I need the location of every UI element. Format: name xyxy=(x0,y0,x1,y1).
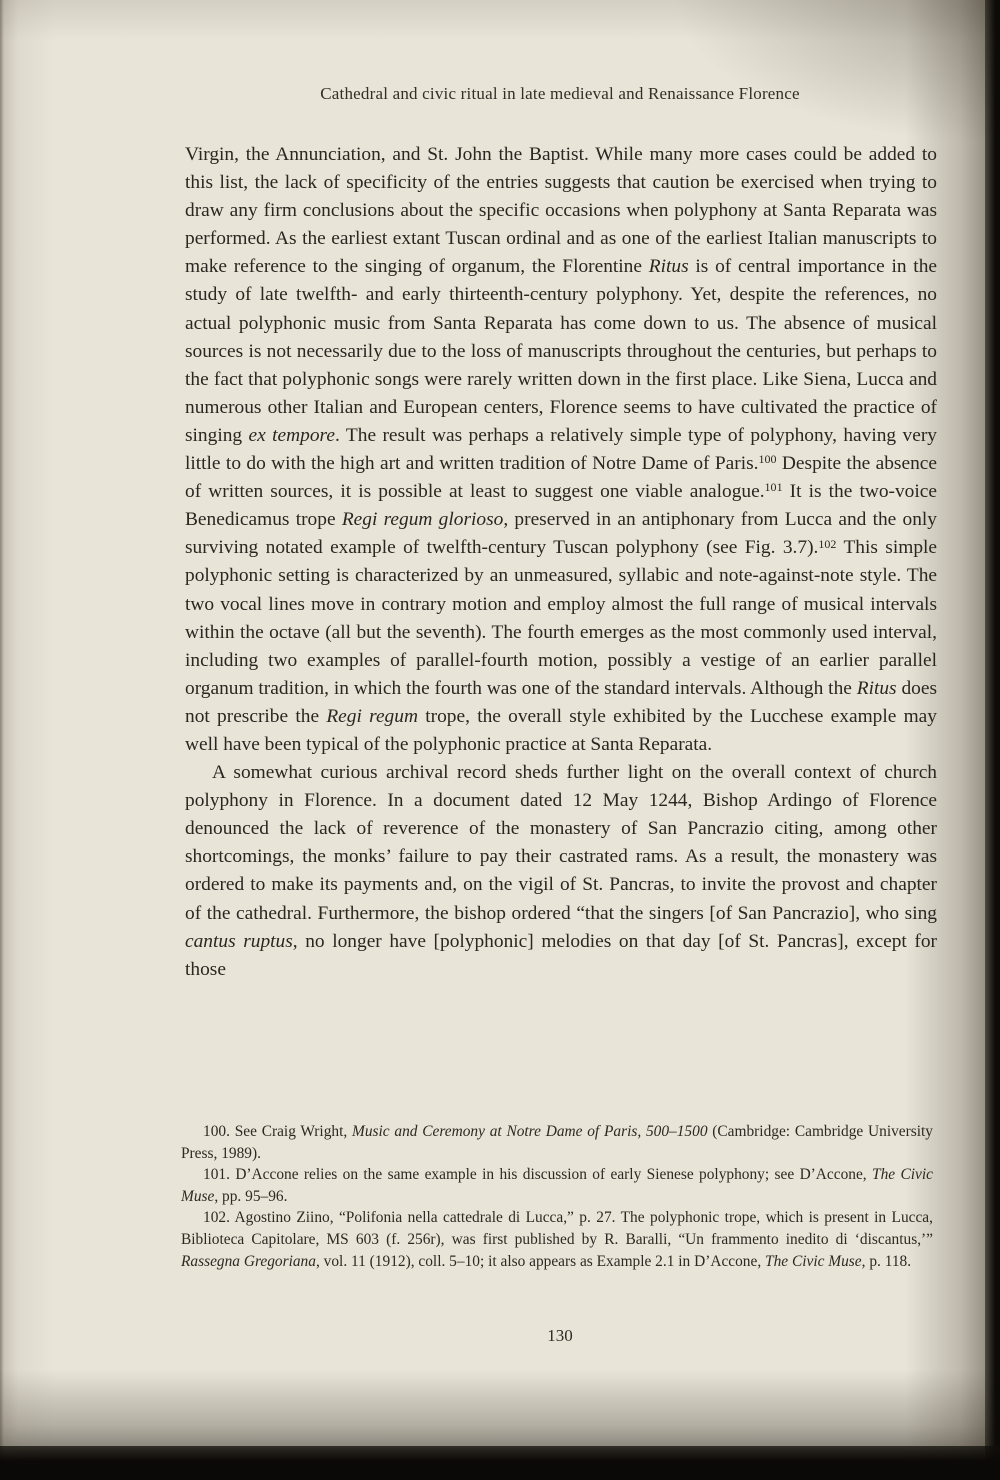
text-run: 100. See Craig Wright, xyxy=(203,1123,352,1140)
italic-text: cantus ruptus xyxy=(185,930,293,952)
page-number: 130 xyxy=(547,1326,573,1345)
footnote xyxy=(181,1121,933,1164)
text-run: trope, the overall style exhibited by the Lucchese example may well have been typical of the polyphonic practice at Santa Reparata. xyxy=(185,705,937,755)
scan-edge-left xyxy=(0,0,4,1480)
text-run: 101. D’Accone relies on the same example in his discussion of early Sienese polyphony; see D’Accone, xyxy=(203,1166,873,1184)
text-run: Virgin, the Annunciation, and St. John the Baptist. While many more cases could be added to this list, the lack of specificity of the entries suggests that caution be exercised when trying to draw any firm conclusions about the specific occasions when polyphony at Santa Reparata was performed. As the earliest extant Tuscan ordinal and as one of the earliest Italian manuscripts to make reference to the singing of organum, the Florentine xyxy=(185,144,937,278)
text-run: . The result was perhaps a relatively simple type of polyphony, having very little to do with the high art and written tradition of Notre Dame of Paris. xyxy=(185,424,938,475)
running-head: Cathedral and civic ritual in late medieval and Renaissance Florence xyxy=(320,84,800,103)
paragraph xyxy=(185,141,937,759)
text-run: , p. 118. xyxy=(861,1252,912,1270)
body-text xyxy=(185,141,937,984)
italic-text: Ritus xyxy=(856,677,897,699)
italic-text: Rassegna Gregoriana xyxy=(181,1252,316,1270)
scan-edge-bottom xyxy=(0,1446,1000,1480)
text-run: does not prescribe the xyxy=(185,677,937,727)
text-run: , pp. 95–96. xyxy=(214,1187,288,1205)
paragraph xyxy=(185,759,937,984)
text-run: Despite the absence of written sources, it is possible at least to suggest one viable analogue. xyxy=(185,453,937,503)
italic-text: The Civic Muse xyxy=(181,1166,933,1205)
text-run: , vol. 11 (1912), coll. 5–10; it also appears as Example 2.1 in D’Accone, xyxy=(315,1252,766,1270)
text-run: , preserved in an antiphonary from Lucca and the only surviving notated example of twelfth-century Tuscan polyphony (see Fig. 3.7). xyxy=(185,509,937,559)
italic-text: The Civic Muse xyxy=(765,1252,862,1270)
text-run: A somewhat curious archival record sheds further light on the overall context of church polyphony in Florence. In a document dated 12 May 1244, Bishop Ardingo of Florence denounced the lack of reverence of the monastery of San Pancrazio citing, among other shortcomings, the monks’ failure to pay their castrated rams. As a result, the monastery was ordered to make its payments and, on the vigil of St. Pancras, to invite the provost and chapter of the cathedral. Furthermore, the bishop ordered “that the singers [of San Pancrazio], who sing xyxy=(185,762,937,924)
footnote-ref: 101 xyxy=(764,480,783,495)
italic-text: Regi regum glorioso xyxy=(341,509,504,531)
footnote xyxy=(181,1207,933,1272)
text-run: This simple polyphonic setting is characterized by an unmeasured, syllabic and note-against-note style. The two vocal lines move in contrary motion and employ almost the full range of musical intervals within the octave (all but the seventh). The fourth emerges as the most commonly used interval, including two examples of parallel-fourth motion, possibly a vestige of an earlier parallel organum tradition, in which the fourth was one of the standard intervals. Although the xyxy=(185,537,938,699)
footnote xyxy=(181,1164,933,1207)
italic-text: Ritus xyxy=(648,256,689,278)
text-run: is of central importance in the study of late twelfth- and early thirteenth-century polyphony. Yet, despite the references, no actual polyphonic music from Santa Reparata has come down to us. The absence of musical sources is not necessarily due to the loss of manuscripts throughout the centuries, but perhaps to the fact that polyphonic songs were rarely written down in the first place. Like Siena, Lucca and numerous other Italian and European centers, Florence seems to have cultivated the practice of singing xyxy=(185,256,937,446)
footnote-ref: 100 xyxy=(758,452,777,467)
footnotes xyxy=(181,1121,933,1272)
italic-text: Regi regum xyxy=(326,705,418,727)
text-run: It is the two-voice Benedicamus trope xyxy=(185,481,937,531)
footnote-ref: 102 xyxy=(818,536,837,551)
text-run: 102. Agostino Ziino, “Polifonia nella cattedrale di Lucca,” p. 27. The polyphonic trope, which is present in Lucca, Biblioteca Capitolare, MS 603 (f. 256r), was first published by R. Baralli, “Un frammento inedito di ‘discantus,’” xyxy=(181,1209,933,1248)
italic-text: ex tempore xyxy=(248,424,335,446)
text-run: , no longer have [polyphonic] melodies on that day [of St. Pancras], except for those xyxy=(185,930,937,980)
italic-text: Music and Ceremony at Notre Dame of Paris, 500–1500 xyxy=(352,1123,708,1140)
scan-edge-right xyxy=(985,0,1000,1480)
text-run: (Cambridge: Cambridge University Press, 1989). xyxy=(181,1123,933,1162)
